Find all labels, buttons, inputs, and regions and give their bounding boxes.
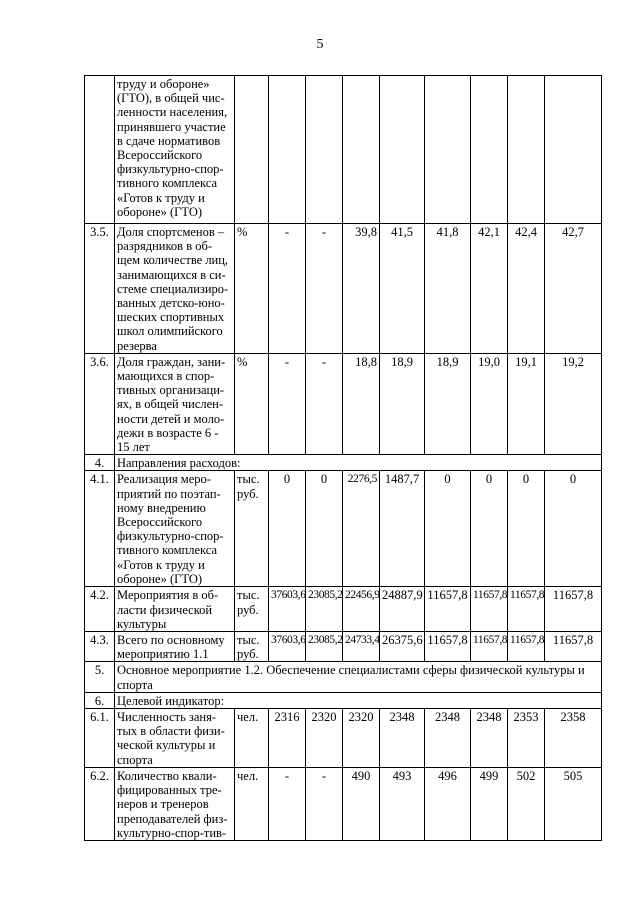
value-cell: - [269, 767, 306, 840]
section-heading: Направления расходов: [115, 455, 602, 471]
value-cell: 24887,9 [380, 587, 425, 632]
unit-cell: чел. [235, 709, 269, 768]
value-cell: 2320 [306, 709, 343, 768]
unit-cell: % [235, 353, 269, 454]
unit-cell: тыс. руб. [235, 471, 269, 587]
table-row [85, 587, 602, 632]
row-number-cell [85, 76, 115, 224]
value-cell: 24733,4 [343, 632, 380, 662]
value-cell: 2276,5 [343, 471, 380, 587]
value-cell: 41,8 [425, 224, 471, 354]
value-cell: 42,4 [508, 224, 545, 354]
value-cell: 19,2 [545, 353, 602, 454]
value-cell: 19,0 [471, 353, 508, 454]
value-cell: 11657,8 [425, 587, 471, 632]
value-cell: 11657,8 [545, 632, 602, 662]
value-cell: 0 [306, 471, 343, 587]
value-cell: 18,9 [380, 353, 425, 454]
value-cell: 11657,8 [545, 587, 602, 632]
row-number-cell: 4.2. [85, 587, 115, 632]
table-row [85, 353, 602, 454]
value-cell: 490 [343, 767, 380, 840]
value-cell: 0 [545, 471, 602, 587]
value-cell: 18,9 [425, 353, 471, 454]
value-cell: 2316 [269, 709, 306, 768]
row-number-cell: 3.6. [85, 353, 115, 454]
row-number-cell: 6. [85, 692, 115, 708]
table-row [85, 709, 602, 768]
row-number-cell: 4.3. [85, 632, 115, 662]
value-cell: 0 [508, 471, 545, 587]
unit-cell [235, 76, 269, 224]
indicators-table [84, 75, 602, 841]
row-number-cell: 6.1. [85, 709, 115, 768]
value-cell: 26375,6 [380, 632, 425, 662]
unit-cell: тыс. руб. [235, 587, 269, 632]
row-number-cell: 6.2. [85, 767, 115, 840]
table-row [85, 471, 602, 587]
value-cell: - [269, 353, 306, 454]
value-cell: 496 [425, 767, 471, 840]
value-cell: 505 [545, 767, 602, 840]
row-number-cell: 3.5. [85, 224, 115, 354]
indicator-label: Численность заня- тых в области физи- ческой культуры и спорта [115, 709, 235, 768]
value-cell: - [306, 353, 343, 454]
value-cell: 37603,6 [269, 587, 306, 632]
value-cell: 39,8 [343, 224, 380, 354]
table-row [85, 76, 602, 224]
value-cell: 2320 [343, 709, 380, 768]
indicator-label: труду и обороне» (ГТО), в общей чис- ленности населения, принявшего участие в сдаче нормативов Всероссийского физкультурно-спор- тивного комплекса «Готов к труду и обороне» (ГТО) [115, 76, 235, 224]
value-cell: 493 [380, 767, 425, 840]
value-cell: - [269, 224, 306, 354]
section-heading: Основное мероприятие 1.2. Обеспечение специалистами сферы физической культуры и спорта [115, 662, 602, 692]
value-cell: 11657,8 [425, 632, 471, 662]
indicator-label: Реализация меро- приятий по поэтап- ному внедрению Всероссийского физкультурно-спор- тивного комплекса «Готов к труду и обороне» (ГТО) [115, 471, 235, 587]
value-cell: 23085,2 [306, 632, 343, 662]
value-cell: 11657,8 [508, 587, 545, 632]
value-cell: 1487,7 [380, 471, 425, 587]
value-cell: 22456,9 [343, 587, 380, 632]
value-cell: 2358 [545, 709, 602, 768]
value-cell: 0 [471, 471, 508, 587]
value-cell: 19,1 [508, 353, 545, 454]
indicator-label: Всего по основному мероприятию 1.1 [115, 632, 235, 662]
section-heading: Целевой индикатор: [115, 692, 602, 708]
unit-cell: % [235, 224, 269, 354]
value-cell: 502 [508, 767, 545, 840]
value-cell: 0 [425, 471, 471, 587]
row-number-cell: 4. [85, 455, 115, 471]
value-cell: 2348 [380, 709, 425, 768]
value-cell: 2353 [508, 709, 545, 768]
indicator-label: Доля спортсменов – разрядников в об- щем количестве лиц, занимающихся в си- стеме специализиро- ванных детско-юно- шеских спортивных школ олимпийского резерва [115, 224, 235, 354]
table-row [85, 767, 602, 840]
table-row [85, 632, 602, 662]
indicator-label: Мероприятия в об- ласти физической культуры [115, 587, 235, 632]
value-cell: 18,8 [343, 353, 380, 454]
table-row [85, 224, 602, 354]
unit-cell: тыс. руб. [235, 632, 269, 662]
value-cell: - [306, 767, 343, 840]
value-cell: 499 [471, 767, 508, 840]
section-row [85, 662, 602, 692]
value-cell: 0 [269, 471, 306, 587]
value-cell: 42,7 [545, 224, 602, 354]
indicator-label: Количество квали- фицированных тре- неров и тренеров преподавателей физ- культурно-спор-тив- [115, 767, 235, 840]
indicator-label: Доля граждан, зани- мающихся в спор- тивных организаци- ях, в общей числен- ности детей и моло- дежи в возрасте 6 - 15 лет [115, 353, 235, 454]
page-number: 5 [316, 37, 324, 52]
row-number-cell: 4.1. [85, 471, 115, 587]
value-cell: 41,5 [380, 224, 425, 354]
unit-cell: чел. [235, 767, 269, 840]
value-cell: 2348 [471, 709, 508, 768]
value-cell: 11657,8 [471, 632, 508, 662]
value-cell: 23085,2 [306, 587, 343, 632]
value-cell: 37603,6 [269, 632, 306, 662]
section-row [85, 455, 602, 471]
section-row [85, 692, 602, 708]
value-cell: 11657,8 [471, 587, 508, 632]
value-cell: - [306, 224, 343, 354]
row-number-cell: 5. [85, 662, 115, 692]
value-cell: 11657,8 [508, 632, 545, 662]
value-cell: 42,1 [471, 224, 508, 354]
value-cell: 2348 [425, 709, 471, 768]
